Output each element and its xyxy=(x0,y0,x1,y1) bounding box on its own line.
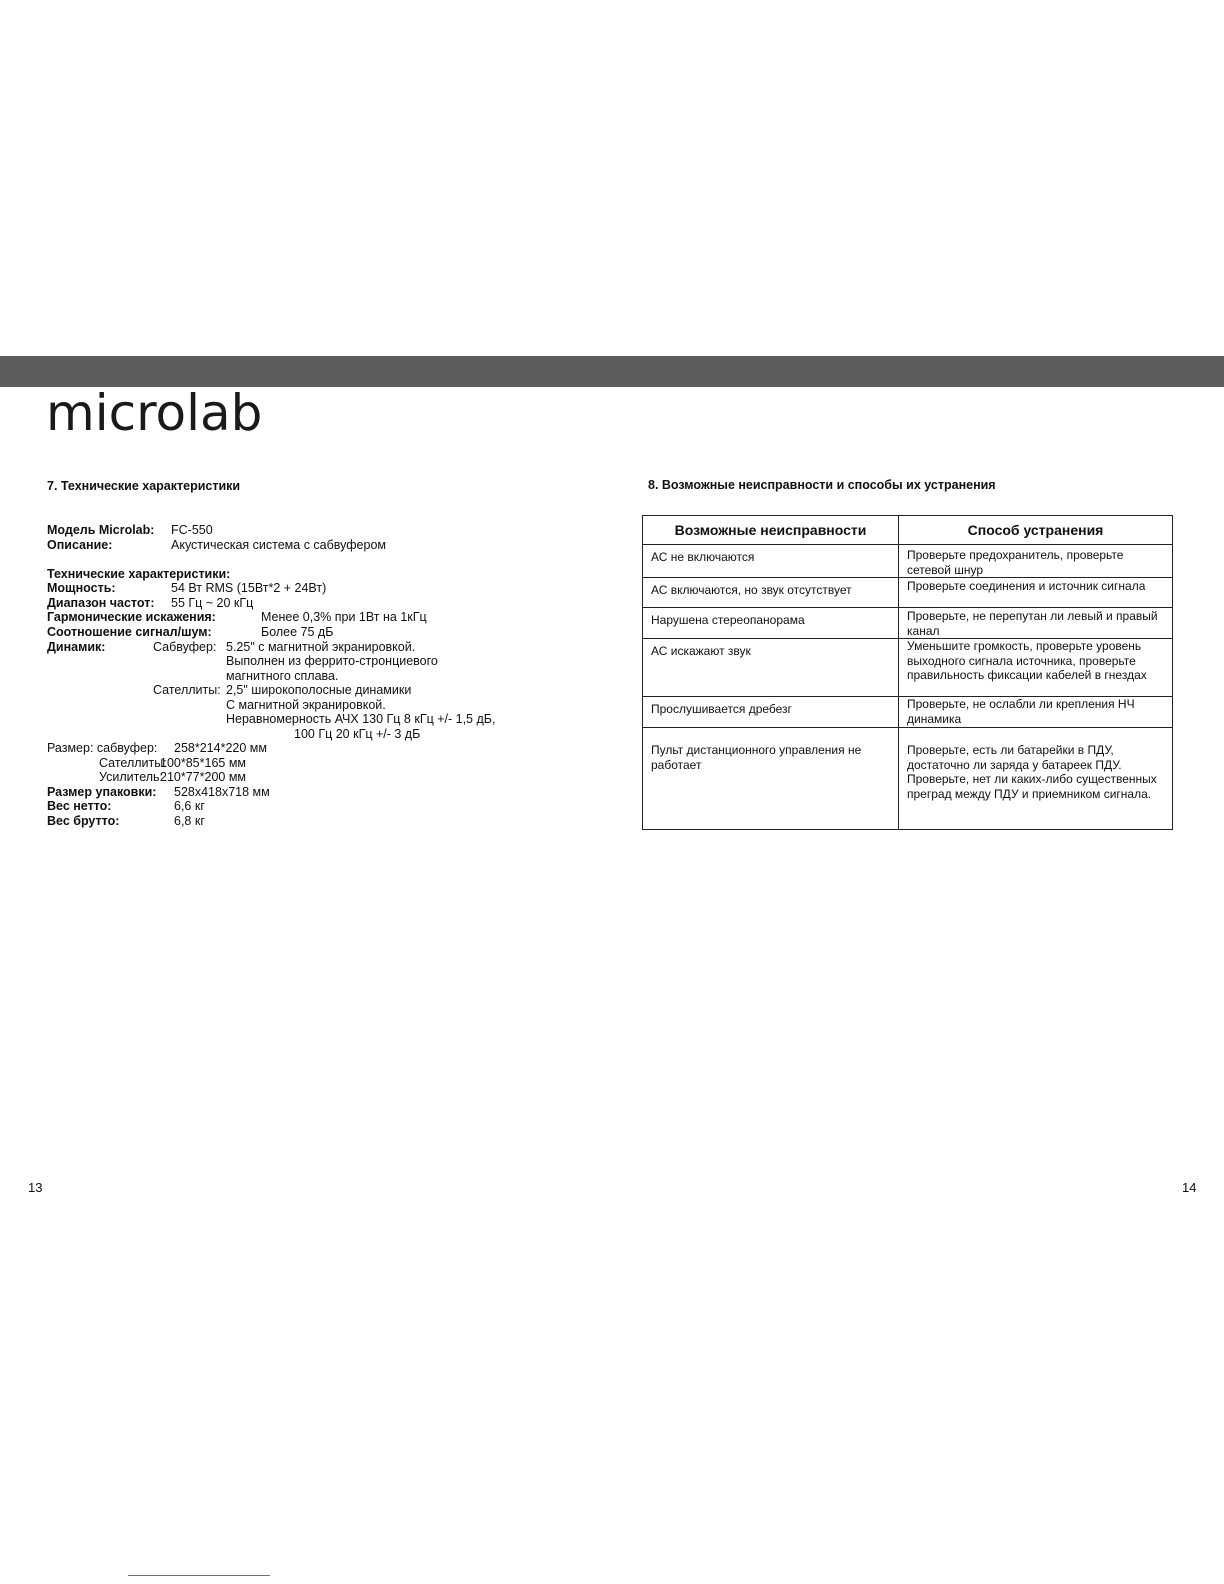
solution-cell: Проверьте предохранитель, проверьте сетевой шнур xyxy=(899,545,1173,578)
solution-cell: Проверьте, есть ли батарейки в ПДУ, достаточно ли заряда у батареек ПДУ. Проверьте, нет ли каких-либо существенных преград между ПДУ и приемником сигнала. xyxy=(899,728,1173,830)
thd-label: Гармонические искажения: xyxy=(47,610,216,624)
footer-underline xyxy=(128,1575,270,1576)
table-row xyxy=(643,639,1173,697)
header-bar xyxy=(0,356,1224,387)
problem-cell: Пульт дистанционного управления не работает xyxy=(643,728,899,830)
power-value: 54 Вт RMS (15Вт*2 + 24Вт) xyxy=(171,581,327,595)
satellites-line-2: С магнитной экранировкой. xyxy=(226,698,386,712)
problem-cell: Нарушена стереопанорама xyxy=(643,608,899,639)
size-subwoofer-value: 258*214*220 мм xyxy=(174,741,267,755)
gross-weight-label: Вес брутто: xyxy=(47,814,120,828)
size-satellites-label: Сателлиты: xyxy=(99,756,167,770)
package-size-label: Размер упаковки: xyxy=(47,785,157,799)
model-label: Модель Microlab: xyxy=(47,523,155,537)
description-value: Акустическая система с сабвуфером xyxy=(171,538,386,552)
driver-label: Динамик: xyxy=(47,640,106,654)
satellites-label: Сателлиты: xyxy=(153,683,221,697)
problem-cell: АС включаются, но звук отсутствует xyxy=(643,578,899,608)
net-weight-label: Вес нетто: xyxy=(47,799,112,813)
frequency-label: Диапазон частот: xyxy=(47,596,155,610)
model-value: FC-550 xyxy=(171,523,213,537)
size-satellites-value: 100*85*165 мм xyxy=(160,756,247,770)
table-row xyxy=(643,578,1173,608)
satellites-line-4: 100 Гц 20 кГц +/- 3 дБ xyxy=(294,727,421,741)
package-size-value: 528x418x718 мм xyxy=(174,785,270,799)
gross-weight-value: 6,8 кг xyxy=(174,814,205,828)
snr-label: Соотношение сигнал/шум: xyxy=(47,625,212,639)
power-label: Мощность: xyxy=(47,581,116,595)
problem-cell: АС не включаются xyxy=(643,545,899,578)
net-weight-value: 6,6 кг xyxy=(174,799,205,813)
table-row xyxy=(643,608,1173,639)
solution-cell: Проверьте, не перепутан ли левый и правый канал xyxy=(899,608,1173,639)
description-label: Описание: xyxy=(47,538,113,552)
satellites-line-1: 2,5" широкополосные динамики xyxy=(226,683,412,697)
snr-value: Более 75 дБ xyxy=(261,625,334,639)
brand-logo: microlab xyxy=(46,384,263,442)
solution-cell: Проверьте соединения и источник сигнала xyxy=(899,578,1173,608)
subwoofer-line-1: 5.25" с магнитной экранировкой. xyxy=(226,640,416,654)
section-title-specs: 7. Технические характеристики xyxy=(47,479,241,493)
problem-cell: Прослушивается дребезг xyxy=(643,697,899,728)
column-header-solution: Способ устранения xyxy=(899,516,1173,545)
table-header-row xyxy=(643,516,1173,545)
subwoofer-line-2: Выполнен из феррито-стронциевого xyxy=(226,654,438,668)
size-amplifier-label: Усилитель: xyxy=(99,770,164,784)
page-number-right: 14 xyxy=(1182,1180,1197,1195)
table-row xyxy=(643,697,1173,728)
thd-value: Менее 0,3% при 1Вт на 1кГц xyxy=(261,610,427,624)
table-row xyxy=(643,728,1173,830)
size-amplifier-value: 210*77*200 мм xyxy=(160,770,247,784)
specs-heading: Технические характеристики: xyxy=(47,567,231,581)
troubleshooting-table xyxy=(642,515,1173,830)
page-number-left: 13 xyxy=(28,1180,43,1195)
frequency-value: 55 Гц ~ 20 кГц xyxy=(171,596,254,610)
subwoofer-label: Сабвуфер: xyxy=(153,640,217,654)
satellites-line-3: Неравномерность АЧХ 130 Гц 8 кГц +/- 1,5 дБ, xyxy=(226,712,496,726)
solution-cell: Уменьшите громкость, проверьте уровень выходного сигнала источника, проверьте правильность фиксации кабелей в гнездах xyxy=(899,639,1173,697)
solution-cell: Проверьте, не ослабли ли крепления НЧ динамика xyxy=(899,697,1173,728)
subwoofer-line-3: магнитного сплава. xyxy=(226,669,339,683)
size-subwoofer-label: Размер: сабвуфер: xyxy=(47,741,158,755)
table-row xyxy=(643,545,1173,578)
problem-cell: АС искажают звук xyxy=(643,639,899,697)
section-title-troubleshooting: 8. Возможные неисправности и способы их устранения xyxy=(648,478,996,492)
column-header-problem: Возможные неисправности xyxy=(643,516,899,545)
